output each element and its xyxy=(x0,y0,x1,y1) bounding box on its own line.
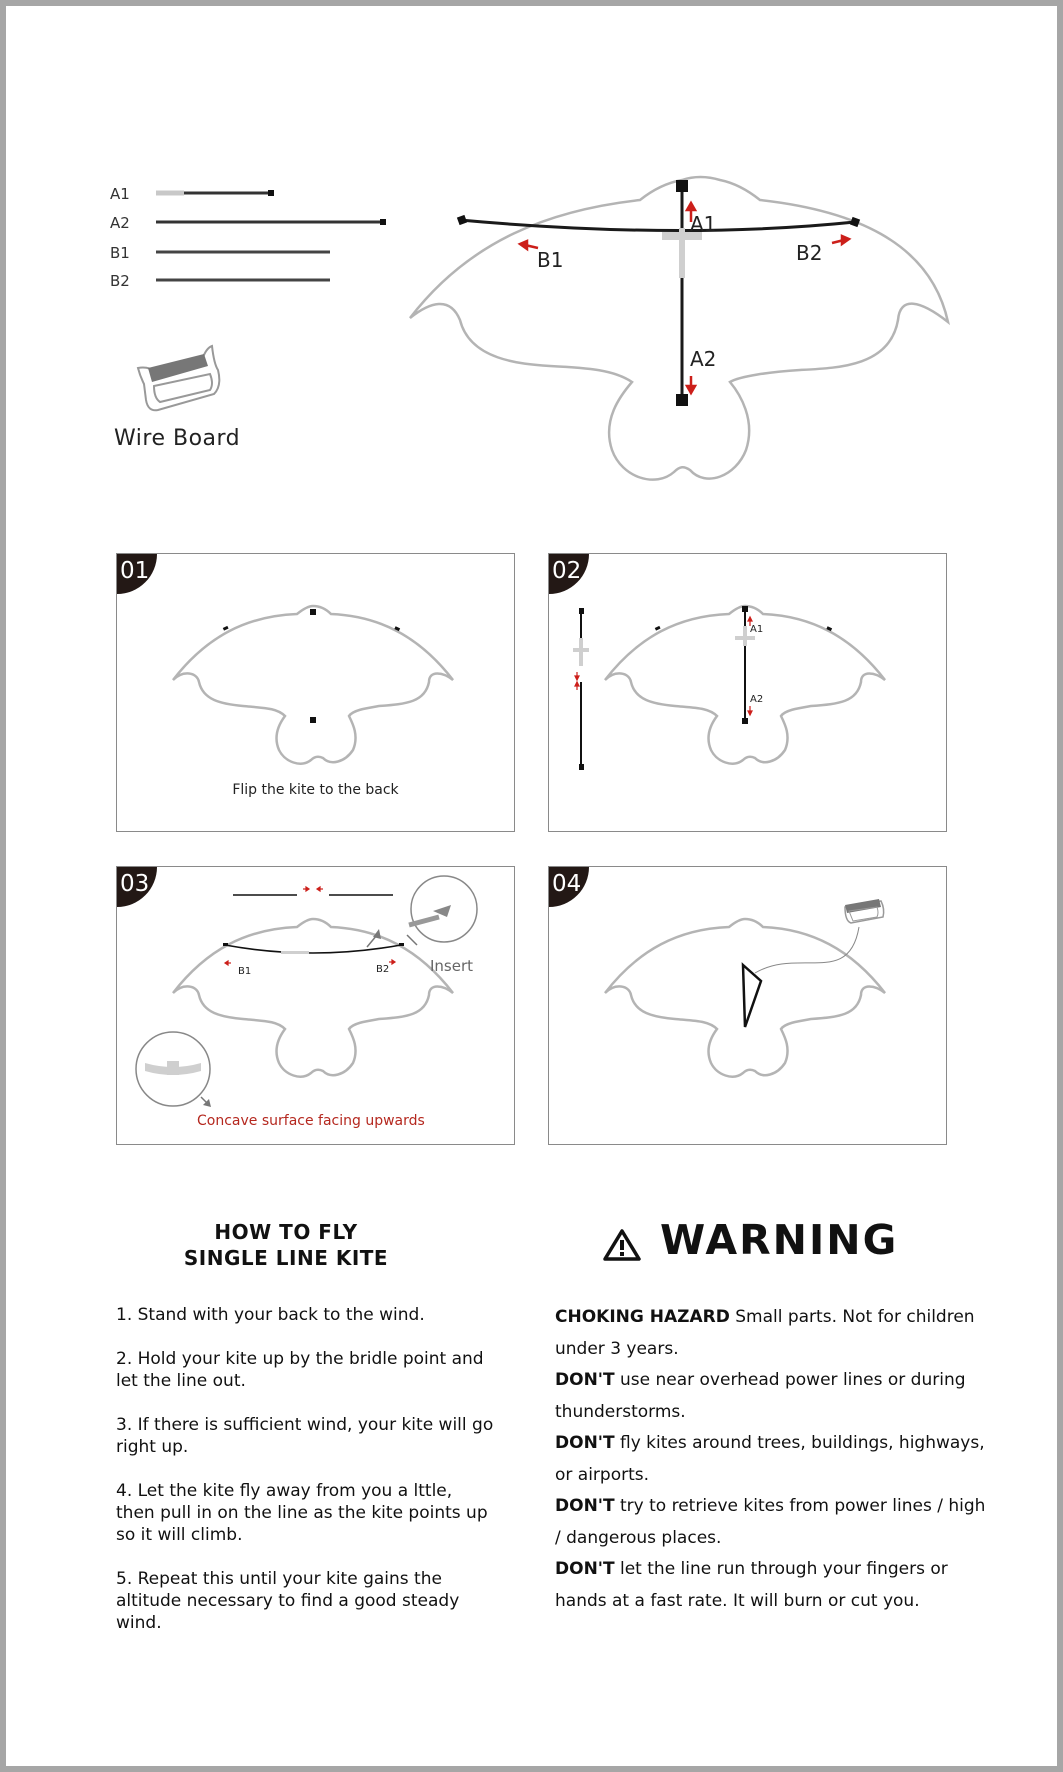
concave-surface-note: Concave surface facing upwards xyxy=(197,1113,425,1129)
warning-item-bold: CHOKING HAZARD xyxy=(555,1307,730,1327)
warning-item-text: fly kites around trees, buildings, highways, or airports. xyxy=(555,1433,985,1485)
warning-item-text: use near overhead power lines or during thunderstorms. xyxy=(555,1370,966,1422)
warning-item-bold: DON'T xyxy=(555,1433,615,1453)
warning-item xyxy=(555,1302,995,1365)
step-panel-01 xyxy=(116,553,515,832)
step-3-text: 3. If there is sufficient wind, your kite will go right up. xyxy=(116,1415,494,1457)
how-to-fly-title-line1: HOW TO FLY xyxy=(214,1220,358,1244)
main-label-b1: B1 xyxy=(537,248,564,272)
warning-item xyxy=(555,1365,995,1428)
step-label-b2: B2 xyxy=(376,964,390,975)
warning-item-text: let the line run through your fingers or hands at a fast rate. It will burn or cut you. xyxy=(555,1559,948,1611)
part-label-b1: B1 xyxy=(110,244,130,262)
warning-title: WARNING xyxy=(660,1216,899,1264)
warning-item-bold: DON'T xyxy=(555,1370,615,1390)
warning-item-bold: DON'T xyxy=(555,1559,615,1579)
step-panel-02 xyxy=(548,553,947,832)
step-4-text: 4. Let the kite fly away from you a lttle, then pull in on the line as the kite points up so it will climb. xyxy=(116,1481,488,1545)
step-panel-03 xyxy=(116,866,515,1145)
step-2-text: 2. Hold your kite up by the bridle point and let the line out. xyxy=(116,1349,484,1391)
step-label-a1: A1 xyxy=(750,624,764,635)
warning-item xyxy=(555,1554,995,1617)
wire-board-label: Wire Board xyxy=(114,426,241,451)
step-caption: Flip the kite to the back xyxy=(232,782,399,798)
main-label-b2: B2 xyxy=(796,241,823,265)
main-label-a1: A1 xyxy=(690,212,717,236)
part-label-a2: A2 xyxy=(110,214,130,232)
warning-item xyxy=(555,1491,995,1554)
warning-item-text: Small parts. Not for children under 3 years. xyxy=(555,1307,975,1359)
step-number-badge: 02 xyxy=(549,554,589,594)
instruction-sheet xyxy=(6,6,1057,1766)
step-number-badge: 03 xyxy=(117,867,157,907)
warning-list xyxy=(555,1302,995,1617)
step-number-badge: 01 xyxy=(117,554,157,594)
attach-line-illustration xyxy=(549,867,946,1144)
step-number-badge: 04 xyxy=(549,867,589,907)
wire-board-icon xyxy=(130,334,230,414)
step-1-text: 1. Stand with your back to the wind. xyxy=(116,1305,425,1325)
part-label-b2: B2 xyxy=(110,272,130,290)
part-label-a1: A1 xyxy=(110,185,130,203)
main-kite-diagram xyxy=(400,170,960,500)
main-label-a2: A2 xyxy=(690,347,717,371)
warning-item-bold: DON'T xyxy=(555,1496,615,1516)
step-label-b1: B1 xyxy=(238,966,252,977)
how-to-fly-steps xyxy=(116,1304,496,1656)
wire-board-icon-small xyxy=(845,899,884,923)
insert-label: Insert xyxy=(430,957,474,975)
spine-assembly-illustration xyxy=(549,554,946,831)
warning-item xyxy=(555,1428,995,1491)
how-to-fly-title xyxy=(136,1219,436,1271)
warning-triangle-icon xyxy=(602,1228,642,1262)
step-label-a2: A2 xyxy=(750,694,764,705)
warning-item-text: try to retrieve kites from power lines / high / dangerous places. xyxy=(555,1496,986,1548)
spar-rods-illustration xyxy=(146,186,406,286)
step-panel-04 xyxy=(548,866,947,1145)
how-to-fly-title-line2: SINGLE LINE KITE xyxy=(183,1246,389,1270)
step-5-text: 5. Repeat this until your kite gains the altitude necessary to find a good steady wind. xyxy=(116,1569,460,1633)
cross-spar-assembly-illustration xyxy=(117,867,514,1144)
